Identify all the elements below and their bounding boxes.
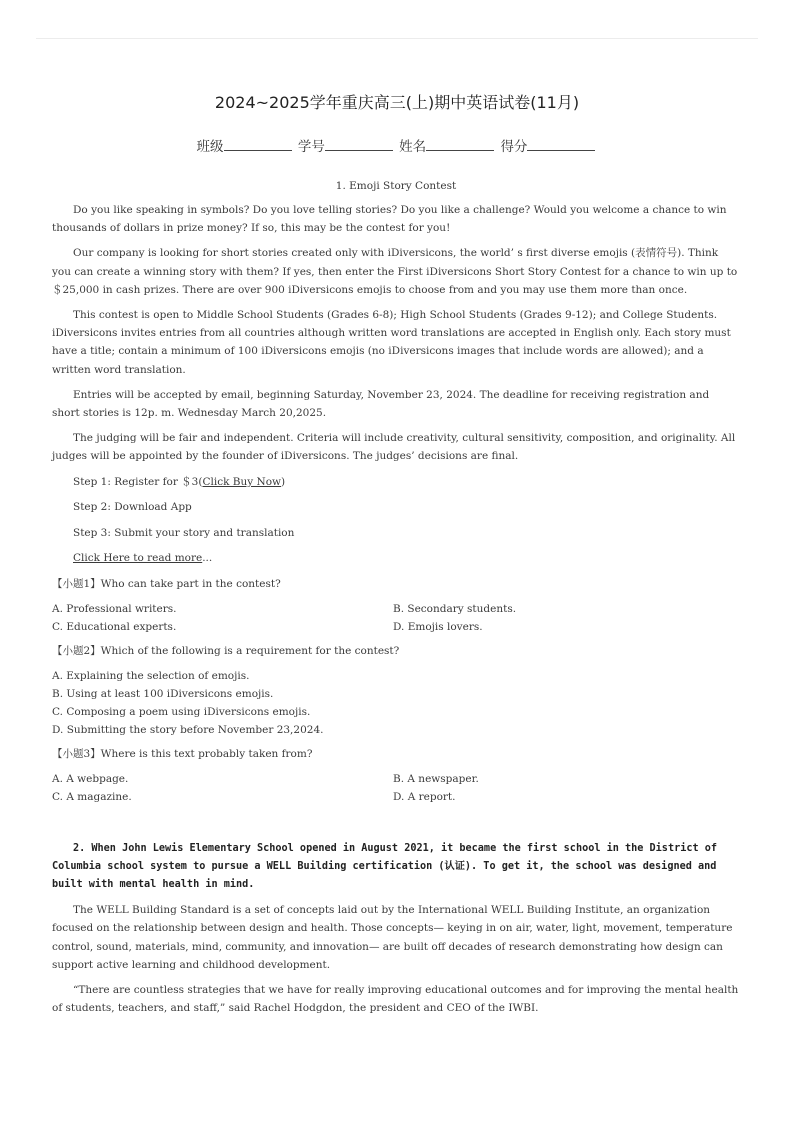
student-number-label: 学号 — [297, 139, 325, 155]
page-title: 2024~2025学年重庆高三(上)期中英语试卷(11月) — [214, 93, 580, 112]
student-number-blank[interactable] — [325, 138, 393, 151]
step-1-text: Step 1: Register for ＄3( — [73, 475, 203, 488]
class-label: 班级 — [196, 139, 224, 155]
step-1 — [52, 473, 740, 491]
class-blank[interactable] — [224, 138, 292, 151]
option-c[interactable]: C. A magazine. — [52, 790, 132, 803]
name-label: 姓名 — [399, 139, 427, 155]
student-info-line — [0, 135, 794, 155]
question-2-stem: 【小题2】Which of the following is a requirement for the contest? — [52, 644, 400, 657]
score-label: 得分 — [500, 139, 528, 155]
step-3: Step 3: Submit your story and translation — [73, 526, 295, 539]
option-a[interactable]: A. A webpage. — [52, 772, 129, 785]
step-2: Step 2: Download App — [73, 501, 192, 514]
name-blank[interactable] — [426, 138, 494, 151]
passage1-paragraph: The judging will be fair and independent. Criteria will include creativity, cultural sensitivity, composition, and originality. All judges will be appointed by the founder of iDiversicons. The judges’ decisions are final. — [52, 432, 736, 463]
question-3-stem: 【小题3】Where is this text probably taken from? — [52, 747, 313, 760]
passage1-title: 1. Emoji Story Contest — [335, 180, 457, 192]
option-b[interactable]: B. Secondary students. — [393, 602, 517, 615]
question-3-options — [52, 770, 740, 806]
passage2-paragraph: “There are countless strategies that we have for really improving educational outcomes and for improving the mental health of students, teachers, and staff,” said Rachel Hodgdon, the president and CEO of the IWBI. — [52, 984, 739, 1015]
passage2-heading: 2. When John Lewis Elementary School opened in August 2021, it became the first school in the District of Columbia school system to pursue a WELL Building certification (认证). To get it, the school was designed and built with mental health in mind. — [52, 842, 718, 891]
header-divider — [36, 38, 758, 39]
step-1-close: ) — [281, 475, 286, 488]
option-a[interactable]: A. Explaining the selection of emojis. — [52, 669, 250, 682]
passage2-paragraph: The WELL Building Standard is a set of concepts laid out by the International WELL Building Institute, an organization focused on the relationship between design and health. Those concepts— keying in on air, water, light, movement, temperature control, sound, materials, mind, community, and innovation— are built off decades of research demonstrating how design can support active learning and childhood development. — [52, 904, 733, 971]
option-d[interactable]: D. A report. — [393, 790, 456, 803]
question-2-options — [52, 667, 740, 739]
read-more-line — [52, 549, 740, 567]
passage1-paragraph: Our company is looking for short stories created only with iDiversicons, the world’ s first diverse emojis (表情符号). Think you can create a winning story with them? If yes, then enter the First iDiversicons Short Story Contest for a chance to win up to ＄25,000 in cash prizes. There are over 900 iDiversicons emojis to choose from and you may use them more than once. — [52, 247, 738, 296]
passage1-paragraph: Entries will be accepted by email, beginning Saturday, November 23, 2024. The deadline for receiving registration and short stories is 12p. m. Wednesday March 20,2025. — [52, 388, 710, 420]
exam-content — [52, 180, 740, 1024]
click-buy-now-link[interactable]: Click Buy Now — [202, 475, 282, 488]
passage1-paragraph: Do you like speaking in symbols? Do you love telling stories? Do you like a challenge? Would you welcome a chance to win thousands of dollars in prize money? If so, this may be the contest for you! — [52, 204, 727, 235]
question-1-options — [52, 600, 740, 636]
read-more-link[interactable]: Click Here to read more — [73, 552, 203, 565]
option-d[interactable]: D. Submitting the story before November 23,2024. — [52, 723, 324, 736]
option-b[interactable]: B. A newspaper. — [393, 772, 479, 785]
passage1-paragraph: This contest is open to Middle School Students (Grades 6-8); High School Students (Grades 9-12); and College Students. iDiversicons invites entries from all countries although written word translations are accepted in English only. Each story must have a title; contain a minimum of 100 iDiversicons emojis (no iDiversicons images that include words are allowed); and a written word translation. — [52, 309, 731, 376]
option-d[interactable]: D. Emojis lovers. — [393, 620, 483, 633]
option-b[interactable]: B. Using at least 100 iDiversicons emojis. — [52, 687, 274, 700]
question-1-stem: 【小题1】Who can take part in the contest? — [52, 577, 281, 590]
option-c[interactable]: C. Composing a poem using iDiversicons emojis. — [52, 705, 311, 718]
option-c[interactable]: C. Educational experts. — [52, 620, 177, 633]
score-blank[interactable] — [527, 138, 595, 151]
option-a[interactable]: A. Professional writers. — [52, 602, 177, 615]
read-more-ellipsis: ... — [202, 552, 213, 565]
